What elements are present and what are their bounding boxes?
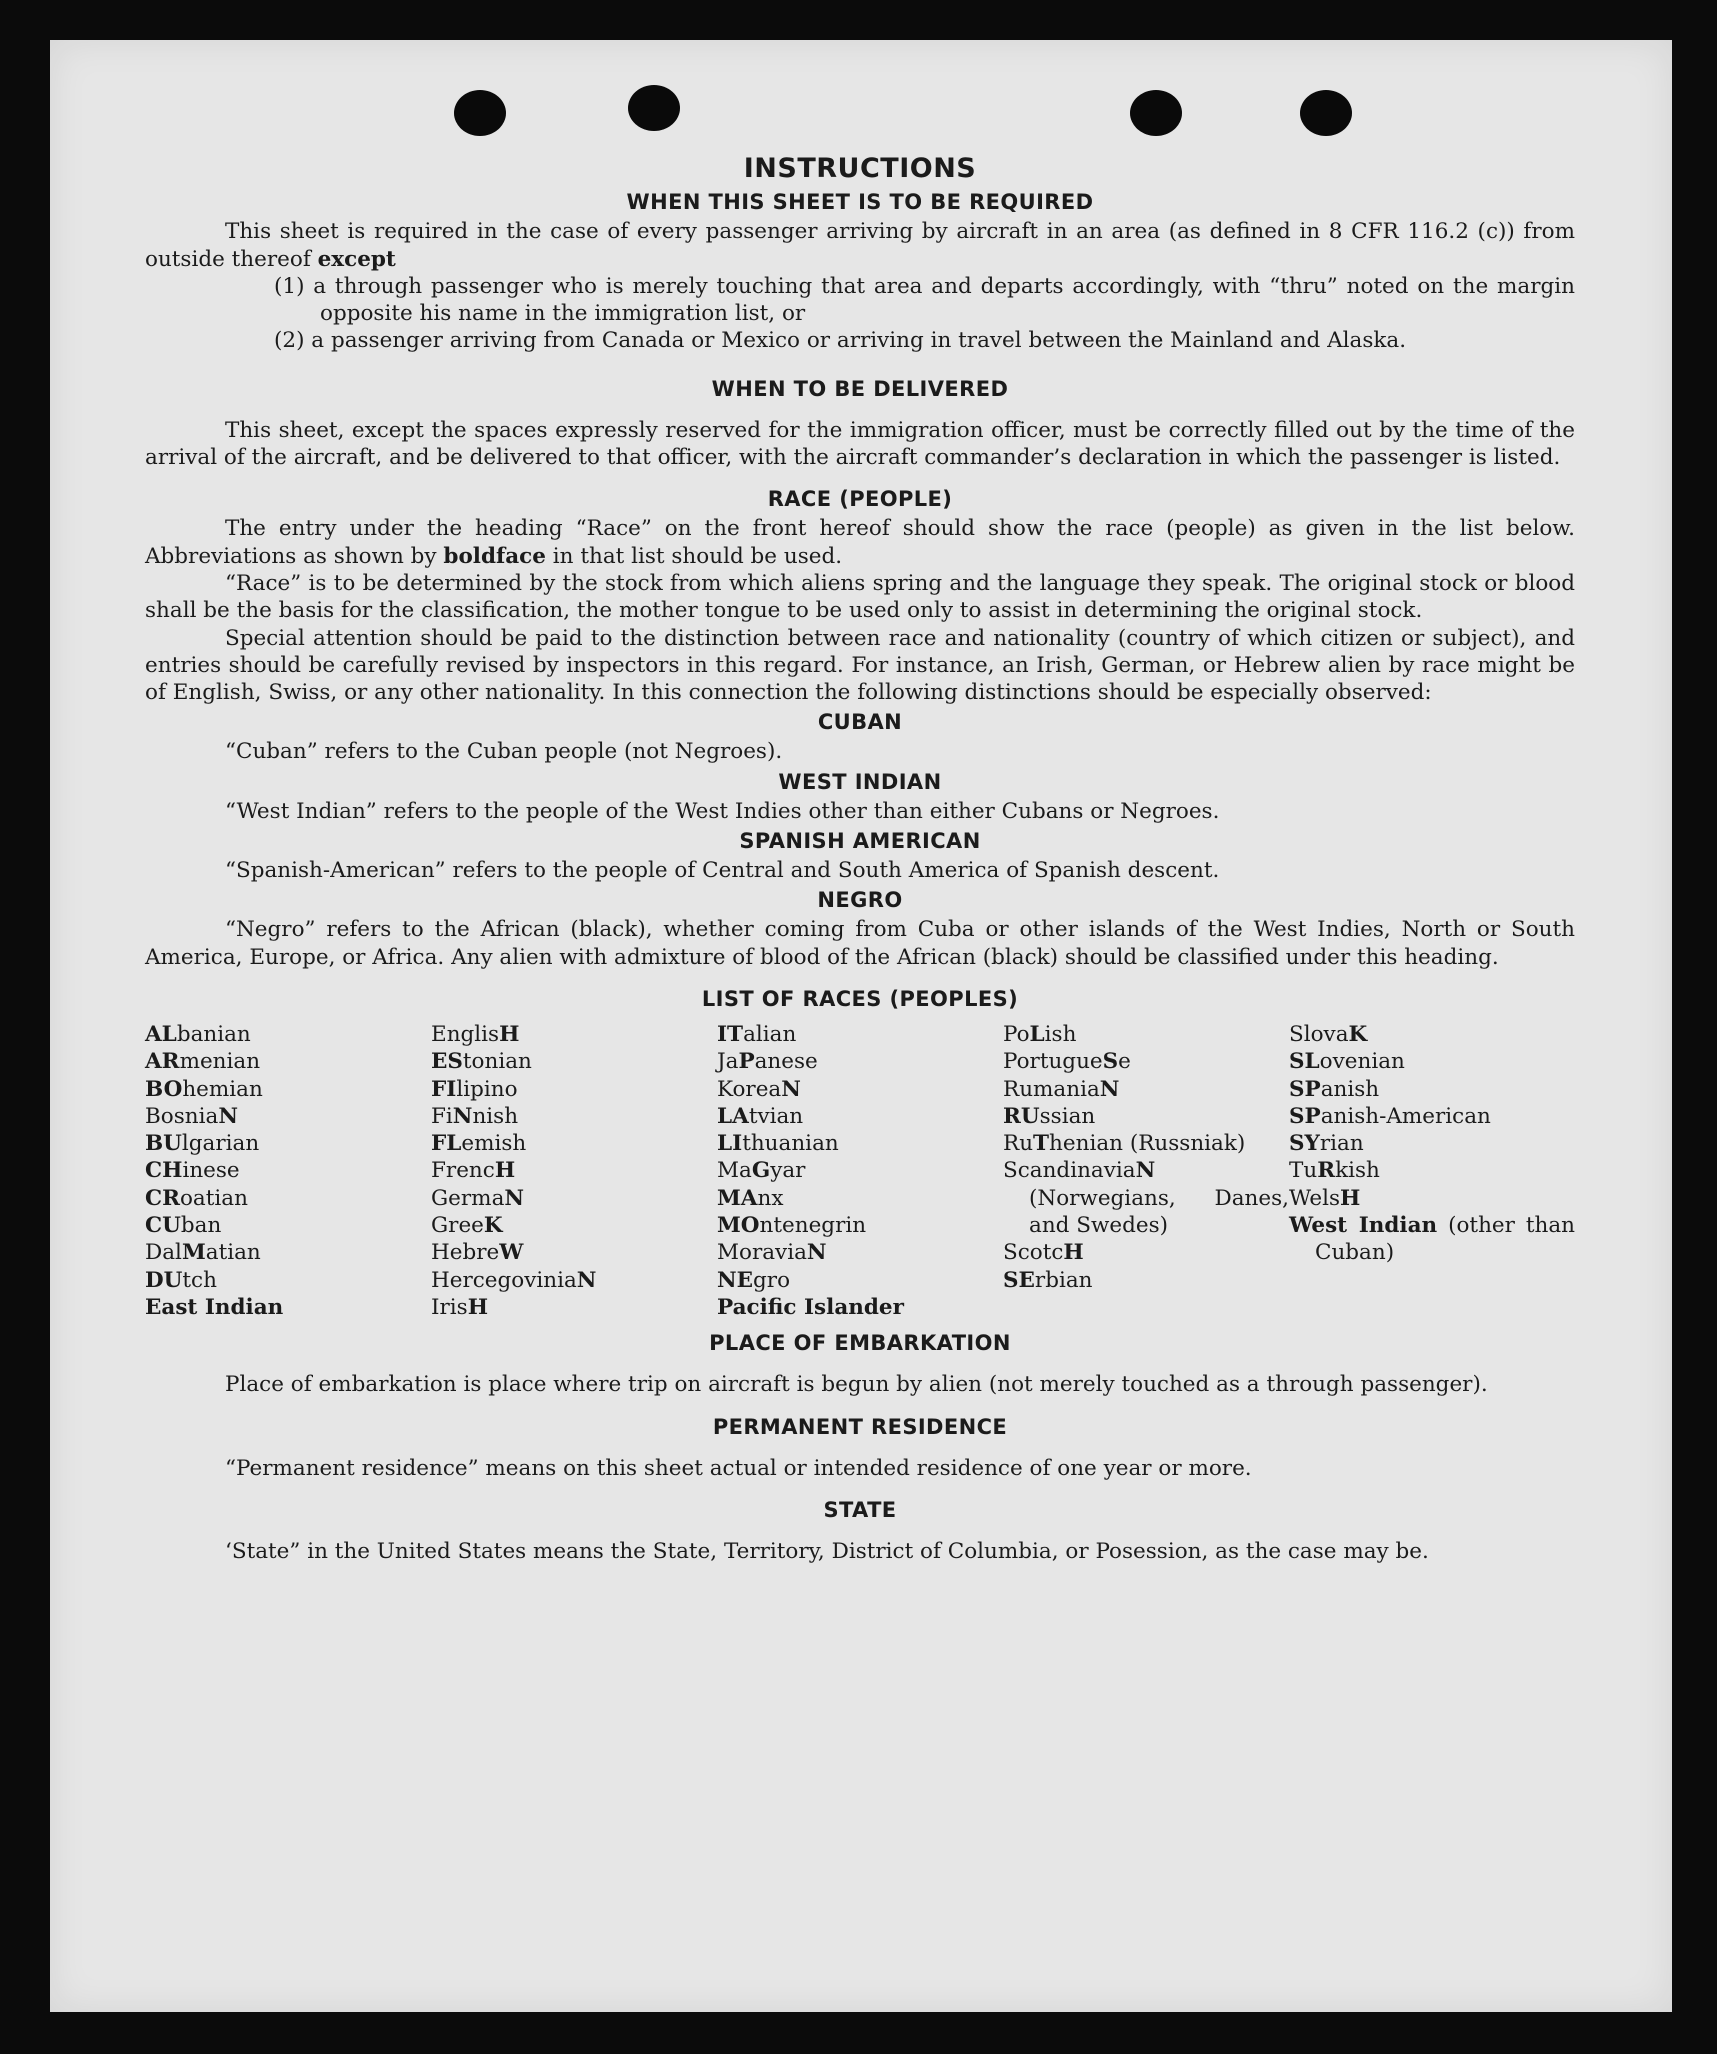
exception-item-2: (2) a passenger arriving from Canada or Mexico or arriving in travel between the Mainland and Alaska. [274, 328, 1407, 354]
heading-race: RACE (PEOPLE) [767, 487, 953, 512]
cuban-text: “Cuban” refers to the Cuban people (not Negroes). [225, 739, 783, 765]
race-list-item: HercegoviniaN [431, 1267, 597, 1293]
race-list-item: EnglisH [431, 1021, 520, 1047]
heading-embarkation: PLACE OF EMBARKATION [709, 1331, 1011, 1356]
race-list-item: MAnx [717, 1185, 784, 1211]
race-list-item: SlovaK [1289, 1021, 1368, 1047]
heading-races-list: LIST OF RACES (PEOPLES) [701, 986, 1019, 1011]
race-list-item: PortugueSe [1003, 1049, 1131, 1075]
race-list-item: West Indian (other than Cuban) [1289, 1213, 1576, 1266]
heading-negro: NEGRO [817, 888, 903, 913]
negro-text: “Negro” refers to the African (black), whether coming from Cuba or other islands of the West Indies, North or South America, Europe, or Africa. Any alien with admixture of blood of the African (black) should be classified under this heading. [145, 917, 1575, 970]
race-list-item: PoLish [1003, 1021, 1077, 1047]
race-list-item: MoraviaN [717, 1240, 827, 1266]
heading-when-required: WHEN THIS SHEET IS TO BE REQUIRED [626, 190, 1094, 215]
races-column-5 [1289, 1021, 1575, 1321]
race-list-item: IrisH [431, 1294, 489, 1320]
race-list-item: GermaN [431, 1185, 525, 1211]
race-paragraph-2: “Race” is to be determined by the stock from which aliens spring and the language they speak. The original stock or blood shall be the basis for the classification, the mother tongue to be used only to assist in determining the original stock. [145, 570, 1575, 624]
race-list-item: SPanish [1289, 1076, 1380, 1102]
race-list-item: CUban [145, 1213, 222, 1239]
races-column-4 [1003, 1021, 1289, 1321]
when-delivered-text: This sheet, except the spaces expressly reserved for the immigration officer, must be correctly filled out by the time of the arrival of the aircraft, and be delivered to that officer, with the aircraft commander’s declaration in which the passenger is listed. [145, 417, 1575, 471]
heading-permanent-residence: PERMANENT RESIDENCE [712, 1414, 1008, 1439]
document-page [50, 40, 1672, 2012]
race-list-item: CHinese [145, 1158, 240, 1184]
race-list-item: ScotcH [1003, 1240, 1084, 1266]
race-list-item: CRoatian [145, 1185, 248, 1211]
heading-cuban: CUBAN [817, 710, 903, 735]
spanish-american-text: “Spanish-American” refers to the people of Central and South America of Spanish descent. [225, 858, 1220, 884]
race-list-item: LIthuanian [717, 1131, 839, 1157]
race-list-item: ALbanian [145, 1021, 251, 1047]
race-list-item: SYrian [1289, 1131, 1364, 1157]
race-list-item: EStonian [431, 1049, 532, 1075]
race-list-item: NEgro [717, 1267, 791, 1293]
race-list-item: Pacific Islander [717, 1294, 904, 1320]
race-list-item: TuRkish [1289, 1158, 1380, 1184]
race-list-item: SLovenian [1289, 1049, 1405, 1075]
races-column-1 [145, 1021, 431, 1321]
race-list-item: RuThenian (Russniak) [1003, 1131, 1246, 1157]
race-list-item: DalMatian [145, 1240, 261, 1266]
state-text: ‘State” in the United States means the State, Territory, District of Columbia, or Posession, as the case may be. [225, 1538, 1429, 1564]
permanent-residence-text: “Permanent residence” means on this sheet actual or intended residence of one year or more. [225, 1455, 1252, 1481]
west-indian-text: “West Indian” refers to the people of the West Indies other than either Cubans or Negroes. [225, 798, 1220, 824]
embarkation-text: Place of embarkation is place where trip on aircraft is begun by alien (not merely touched as a through passenger). [225, 1372, 1488, 1398]
race-list-item: WelsH [1289, 1185, 1361, 1211]
race-list-item: BOhemian [145, 1076, 263, 1102]
instructions-body [145, 155, 1575, 1565]
race-list-item: MaGyar [717, 1158, 806, 1184]
punch-hole [628, 85, 680, 131]
when-required-intro: This sheet is required in the case of every passenger arriving by aircraft in an area (as defined in 8 CFR 116.2 (c)) from outside thereof except [145, 219, 1575, 272]
race-list-item: ARmenian [145, 1049, 261, 1075]
page-title: INSTRUCTIONS [743, 153, 977, 184]
races-column-2 [431, 1021, 717, 1321]
races-list [145, 1021, 1575, 1321]
race-list-item: BosniaN [145, 1103, 238, 1129]
race-list-item: FLemish [431, 1131, 527, 1157]
exception-item-1: (1) a through passenger who is merely touching that area and departs accordingly, with “thru” noted on the margin opposite his name in the immigration list, or [274, 273, 1575, 327]
race-list-item: ScandinaviaN (Norwegians, Danes, and Swedes) [1003, 1158, 1289, 1239]
race-list-item: FIlipino [431, 1076, 518, 1102]
race-list-item: KoreaN [717, 1076, 801, 1102]
race-list-item: MOntenegrin [717, 1213, 867, 1239]
race-list-item: ITalian [717, 1021, 797, 1047]
race-paragraph-3: Special attention should be paid to the distinction between race and nationality (country of which citizen or subject), and entries should be carefully revised by inspectors in this regard. For instance, an Irish, German, or Hebrew alien by race might be of English, Swiss, or any other nationality. In this connection the following distinctions should be especially observed: [145, 625, 1575, 706]
race-list-item: GreeK [431, 1213, 503, 1239]
punch-hole [1300, 90, 1352, 136]
race-list-item: FiNnish [431, 1103, 519, 1129]
race-list-item: FrencH [431, 1158, 516, 1184]
races-column-3 [717, 1021, 1003, 1321]
race-list-item: LAtvian [717, 1103, 804, 1129]
race-list-item: RUssian [1003, 1103, 1096, 1129]
race-list-item: SPanish-American [1289, 1103, 1491, 1129]
race-list-item: JaPanese [717, 1049, 818, 1075]
race-list-item: RumaniaN [1003, 1076, 1120, 1102]
heading-state: STATE [823, 1497, 897, 1522]
heading-spanish-american: SPANISH AMERICAN [739, 829, 981, 854]
race-list-item: HebreW [431, 1240, 524, 1266]
punch-hole [454, 90, 506, 136]
race-list-item: SErbian [1003, 1267, 1093, 1293]
race-list-item: East Indian [145, 1294, 284, 1320]
race-list-item: BUlgarian [145, 1131, 260, 1157]
punch-hole [1130, 90, 1182, 136]
race-list-item: DUtch [145, 1267, 217, 1293]
race-paragraph-1: The entry under the heading “Race” on the front hereof should show the race (people) as given in the list below. Abbreviations as shown by boldface in that list should be used. [145, 516, 1575, 569]
heading-west-indian: WEST INDIAN [778, 769, 942, 794]
heading-when-delivered: WHEN TO BE DELIVERED [711, 376, 1009, 401]
